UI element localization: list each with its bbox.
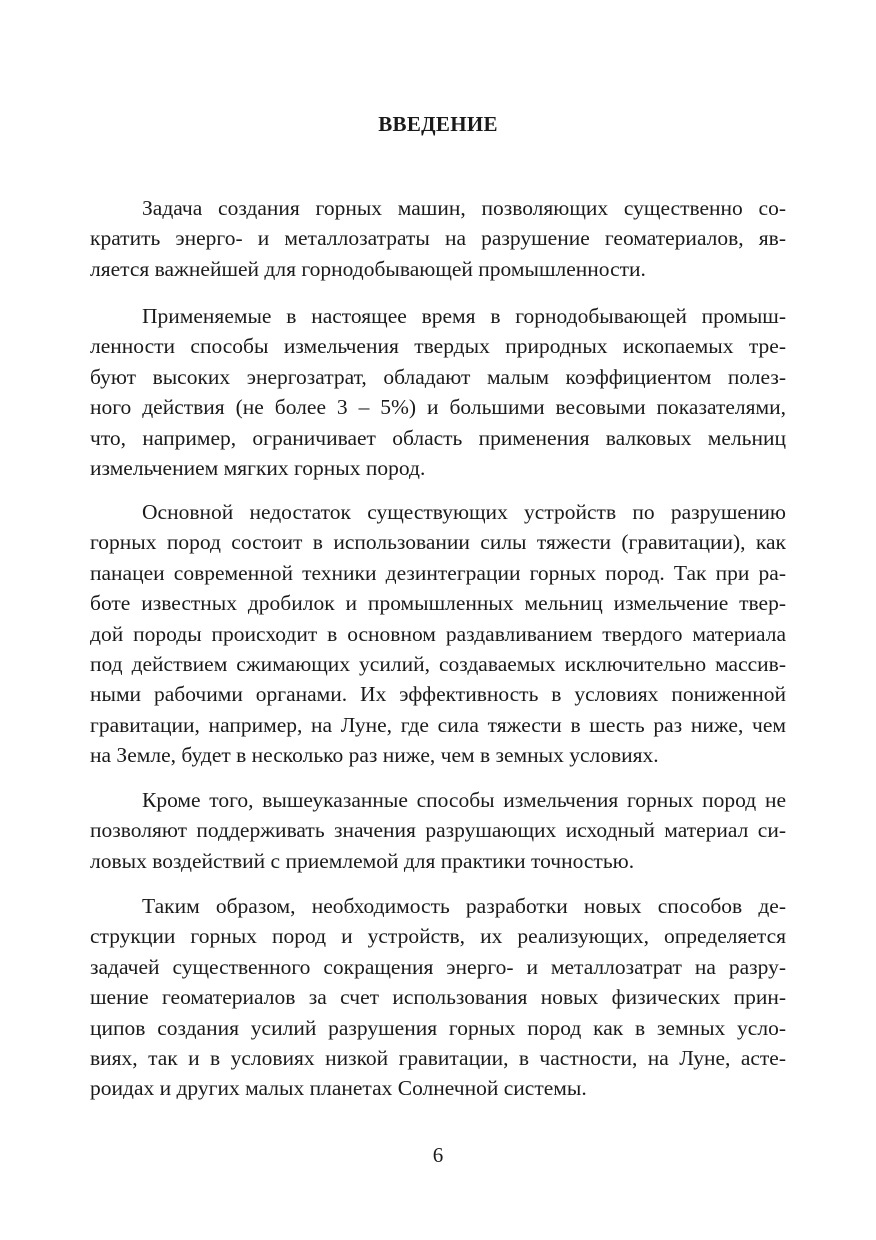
- paragraph-5: [90, 891, 786, 1104]
- text-line: что, например, ограничивает область применения валковых мельниц: [90, 425, 786, 450]
- page-number: 6: [432, 1143, 444, 1167]
- text-line: гравитации, например, на Луне, где сила тяжести в шесть раз ниже, чем: [90, 712, 786, 737]
- text-line: ловых воздействий с приемлемой для практики точностью.: [90, 848, 635, 873]
- text-line: Задача создания горных машин, позволяющих существенно со-: [142, 196, 786, 220]
- text-line: Кроме того, вышеуказанные способы измельчения горных пород не: [142, 788, 786, 812]
- paragraph-4: [90, 785, 786, 876]
- text-line: ленности способы измельчения твердых природных ископаемых тре-: [90, 334, 786, 359]
- text-line: на Земле, будет в несколько раз ниже, чем в земных условиях.: [90, 743, 659, 768]
- text-line: задачей существенного сокращения энерго- и металлозатрат на разру-: [90, 954, 786, 979]
- text-line: под действием сжимающих усилий, создаваемых исключительно массив-: [90, 651, 786, 676]
- text-line: ными рабочими органами. Их эффективность в условиях пониженной: [90, 682, 786, 707]
- text-line: горных пород состоит в использовании силы тяжести (гравитации), как: [90, 530, 786, 555]
- text-line: виях, так и в условиях низкой гравитации, в частности, на Луне, асте-: [90, 1045, 786, 1070]
- text-line: Применяемые в настоящее время в горнодобывающей промыш-: [142, 304, 786, 328]
- paragraph-1: [90, 193, 786, 284]
- paragraph-2: [90, 301, 786, 483]
- text-line: шение геоматериалов за счет использования новых физических прин-: [90, 985, 786, 1010]
- paragraph-3: [90, 497, 786, 771]
- text-line: дой породы происходит в основном раздавливанием твердого материала: [90, 621, 786, 646]
- text-line: позволяют поддерживать значения разрушающих исходный материал си-: [90, 818, 786, 843]
- text-line: роидах и других малых планетах Солнечной системы.: [90, 1076, 587, 1101]
- section-heading: ВВЕДЕНИЕ: [378, 112, 498, 136]
- text-line: кратить энерго- и металлозатраты на разрушение геоматериалов, яв-: [90, 226, 786, 251]
- text-line: панацеи современной техники дезинтеграции горных пород. Так при ра-: [90, 560, 786, 585]
- text-line: измельчением мягких горных пород.: [90, 455, 426, 480]
- text-line: буют высоких энергозатрат, обладают малым коэффициентом полез-: [90, 364, 786, 389]
- text-line: Таким образом, необходимость разработки новых способов де-: [142, 894, 786, 918]
- text-line: ципов создания усилий разрушения горных пород как в земных усло-: [90, 1015, 786, 1040]
- text-line: струкции горных пород и устройств, их реализующих, определяется: [90, 924, 786, 949]
- text-line: Основной недостаток существующих устройств по разрушению: [142, 500, 786, 524]
- text-line: боте известных дробилок и промышленных мельниц измельчение твер-: [90, 591, 786, 616]
- text-line: ляется важнейшей для горнодобывающей промышленности.: [90, 256, 646, 281]
- text-line: ного действия (не более 3 – 5%) и большими весовыми показателями,: [90, 395, 786, 420]
